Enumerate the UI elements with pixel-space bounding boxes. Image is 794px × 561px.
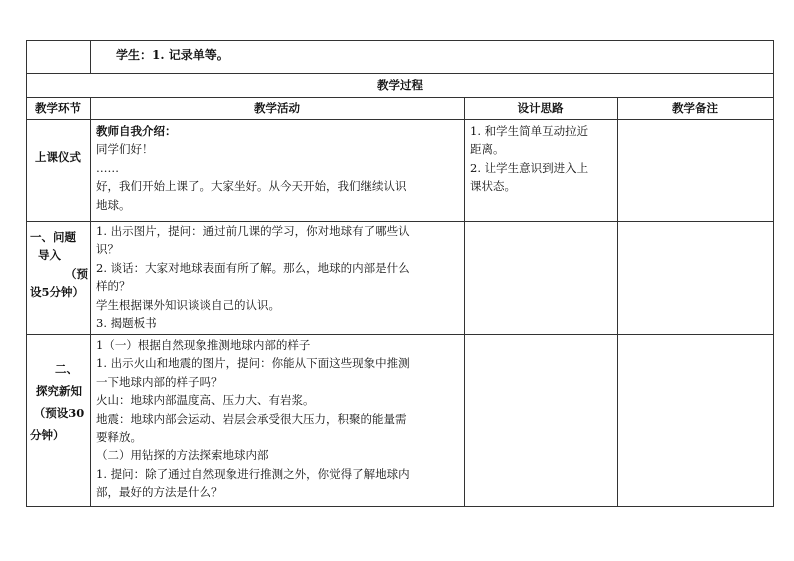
stage-line: （预设30 — [33, 406, 85, 420]
header-design: 设计思路 — [517, 101, 564, 115]
activity-line: 学生根据课外知识谈谈自己的认识。 — [96, 297, 280, 312]
section-title: 教学过程 — [377, 78, 423, 92]
stage-line: 分钟） — [30, 428, 65, 442]
activity-line: 1. 出示火山和地震的图片，提问：你能从下面这些现象中推测 — [96, 356, 410, 371]
stage-line: 上课仪式 — [35, 150, 81, 164]
design-line: 课状态。 — [470, 179, 516, 194]
header-notes: 教学备注 — [672, 101, 718, 115]
stage-line: （预 — [65, 266, 88, 281]
activity-line: 要释放。 — [96, 429, 142, 444]
table-rule-v — [90, 40, 91, 73]
table-rule-v — [90, 97, 91, 507]
stage-line: 设5分钟） — [30, 285, 85, 300]
header-stage: 教学环节 — [35, 101, 81, 115]
stage-line: 二、 — [55, 362, 78, 376]
activity-line: 同学们好！ — [96, 142, 154, 157]
table-rule — [26, 334, 774, 335]
activity-line: （二）用钻探的方法探索地球内部 — [96, 448, 269, 463]
top-row-text: 学生：1. 记录单等。 — [116, 48, 229, 62]
activity-line: 火山：地球内部温度高、压力大、有岩浆。 — [96, 393, 315, 408]
activity-line: 2. 谈话：大家对地球表面有所了解。那么，地球的内部是什么 — [96, 260, 410, 275]
activity-line: 地球。 — [96, 197, 131, 212]
design-line: 距离。 — [470, 142, 505, 157]
activity-line: 3. 揭题板书 — [96, 315, 157, 330]
activity-line: 部，最好的方法是什么？ — [96, 485, 223, 500]
row1-activity — [96, 122, 407, 214]
design-line: 2. 让学生意识到进入上 — [470, 160, 589, 175]
activity-line: 1. 出示图片，提问：通过前几课的学习，你对地球有了哪些认 — [96, 224, 410, 238]
row2-activity — [96, 222, 410, 332]
row3-activity — [96, 336, 410, 502]
row1-design — [470, 122, 588, 196]
activity-line: 好，我们开始上课了。大家坐好。从今天开始，我们继续认识 — [96, 179, 407, 194]
row1-stage — [26, 148, 90, 166]
table-rule — [26, 73, 774, 74]
table-border-top — [26, 40, 774, 41]
row3-stage — [30, 358, 88, 446]
design-line: 1. 和学生简单互动拉近 — [470, 124, 589, 138]
stage-line: 探究新知 — [36, 384, 82, 398]
activity-line: 识？ — [96, 242, 119, 257]
activity-line: 教师自我介绍： — [96, 124, 177, 138]
stage-line: 一、问题 — [30, 230, 76, 244]
table-rule — [26, 97, 774, 98]
activity-line: 1. 提问：除了通过自然现象进行推测之外，你觉得了解地球内 — [96, 466, 410, 481]
table-rule — [26, 119, 774, 120]
table-border-bottom — [26, 506, 774, 507]
table-rule-v — [617, 97, 618, 507]
activity-line: 地震：地球内部会运动、岩层会承受很大压力，积聚的能量需 — [96, 411, 407, 426]
stage-line: 导入 — [38, 248, 61, 263]
row2-stage — [30, 228, 88, 302]
activity-line: …… — [96, 160, 119, 175]
header-activity: 教学活动 — [254, 101, 300, 115]
activity-line: 样的？ — [96, 279, 131, 294]
table-rule-v — [464, 97, 465, 507]
activity-line: 一下地球内部的样子吗？ — [96, 374, 223, 389]
activity-line: 1（一）根据自然现象推测地球内部的样子 — [96, 338, 311, 352]
table-border-right — [773, 40, 774, 507]
